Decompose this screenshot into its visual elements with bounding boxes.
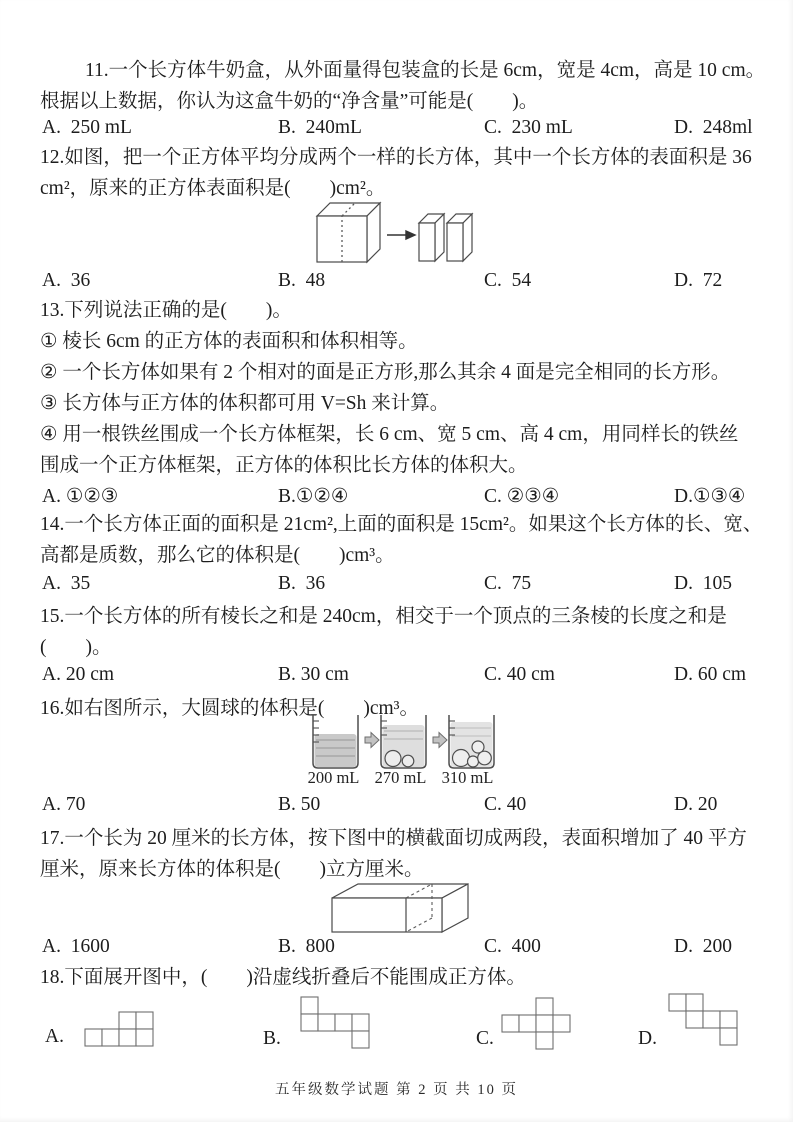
q14-option-c: C. 75 <box>484 573 532 594</box>
q13-line1: 13.下列说法正确的是( )。 <box>40 300 292 321</box>
cut-box-figure <box>330 882 470 940</box>
q12-option-c: C. 54 <box>484 270 532 291</box>
q18-line1: 18.下面展开图中，( )沿虚线折叠后不能围成正方体。 <box>40 967 526 988</box>
q17-option-a: A. 1600 <box>42 936 110 957</box>
q13-statement-4b: 围成一个正方体框架，正方体的体积比长方体的体积大。 <box>40 455 528 476</box>
arrow-icon <box>387 231 415 239</box>
q14-line2: 高都是质数，那么它的体积是( )cm³。 <box>40 545 395 566</box>
q15-line2: ( )。 <box>40 637 112 658</box>
q12-option-a: A. 36 <box>42 270 91 291</box>
q11-option-c: C. 230 mL <box>484 117 573 138</box>
beaker-label-3: 310 mL <box>441 768 494 787</box>
q18-option-d-label: D. <box>638 1028 657 1049</box>
beaker-labels <box>300 768 501 788</box>
q18-option-c-label: C. <box>476 1028 494 1049</box>
q18-net-b <box>300 996 370 1054</box>
q13-statement-4a: ④ 用一根铁丝围成一个长方体框架，长 6 cm、宽 5 cm、高 4 cm，用同样长的铁丝 <box>40 424 739 445</box>
q12-line1: 12.如图，把一个正方体平均分成两个一样的长方体，其中一个长方体的表面积是 36 <box>40 147 752 168</box>
q11-options <box>40 117 755 143</box>
q13-option-c: C. ②③④ <box>484 486 560 507</box>
q13-option-a: A. ①②③ <box>42 486 119 507</box>
q11-option-a: A. 250 mL <box>42 117 132 138</box>
q15-line1: 15.一个长方体的所有棱长之和是 240cm，相交于一个顶点的三条棱的长度之和是 <box>40 606 727 627</box>
q11-option-b: B. 240mL <box>278 117 362 138</box>
q17-option-c: C. 400 <box>484 936 541 957</box>
q18-net-a <box>84 1011 154 1052</box>
q18-net-c <box>501 997 571 1055</box>
q13-statement-2: ② 一个长方体如果有 2 个相对的面是正方形,那么其余 4 面是完全相同的长方形。 <box>40 362 731 383</box>
q18-option-a-label: A. <box>45 1026 64 1047</box>
q11-option-d: D. 248ml <box>674 117 753 138</box>
q17-option-d: D. 200 <box>674 936 732 957</box>
q18-option-b-label: B. <box>263 1028 281 1049</box>
q13-option-d: D.①③④ <box>674 486 746 507</box>
q16-option-c: C. 40 <box>484 794 527 815</box>
beaker-label-2: 270 mL <box>374 768 427 787</box>
beaker-figure <box>303 712 503 775</box>
q16-option-a: A. 70 <box>42 794 86 815</box>
q12-option-d: D. 72 <box>674 270 723 291</box>
q14-options <box>40 573 755 599</box>
q11-line2: 根据以上数据，你认为这盒牛奶的“净含量”可能是( )。 <box>40 91 539 112</box>
q13-statement-3: ③ 长方体与正方体的体积都可用 V=Sh 来计算。 <box>40 393 450 414</box>
q17-line2: 厘米，原来长方体的体积是( )立方厘米。 <box>40 859 424 880</box>
q15-option-c: C. 40 cm <box>484 664 555 685</box>
q11-line1: 11.一个长方体牛奶盒，从外面量得包装盒的长是 6cm，宽是 4cm，高是 10 cm。 <box>85 60 766 81</box>
q12-options <box>40 270 755 296</box>
q13-options <box>40 484 755 510</box>
q17-options <box>40 936 755 962</box>
q14-option-a: A. 35 <box>42 573 91 594</box>
q15-options <box>40 664 755 690</box>
cube-split-figure <box>313 199 475 270</box>
q12-option-b: B. 48 <box>278 270 326 291</box>
q16-option-b: B. 50 <box>278 794 321 815</box>
q16-option-d: D. 20 <box>674 794 718 815</box>
q15-option-b: B. 30 cm <box>278 664 349 685</box>
q14-line1: 14.一个长方体正面的面积是 21cm²,上面的面积是 15cm²。如果这个长方体的长、宽、 <box>40 514 763 535</box>
q17-option-b: B. 800 <box>278 936 335 957</box>
q16-options <box>40 794 755 820</box>
q15-option-a: A. 20 cm <box>42 664 115 685</box>
beaker-label-1: 200 mL <box>307 768 360 787</box>
q13-statement-1: ① 棱长 6cm 的正方体的表面积和体积相等。 <box>40 331 418 352</box>
q14-option-d: D. 105 <box>674 573 732 594</box>
q18-net-d <box>668 993 738 1051</box>
q14-option-b: B. 36 <box>278 573 326 594</box>
arrow-icon <box>365 733 379 748</box>
q17-line1: 17.一个长为 20 厘米的长方体，按下图中的横截面切成两段，表面积增加了 40 平方 <box>40 828 747 849</box>
arrow-icon <box>433 733 447 748</box>
q13-option-b: B.①②④ <box>278 486 349 507</box>
q12-line2: cm²，原来的正方体表面积是( )cm²。 <box>40 178 386 199</box>
page-footer: 五年级数学试题 第 2 页 共 10 页 <box>275 1082 518 1098</box>
q16-line1: 16.如右图所示，大圆球的体积是( )cm³。 <box>40 698 420 719</box>
q15-option-d: D. 60 cm <box>674 664 747 685</box>
